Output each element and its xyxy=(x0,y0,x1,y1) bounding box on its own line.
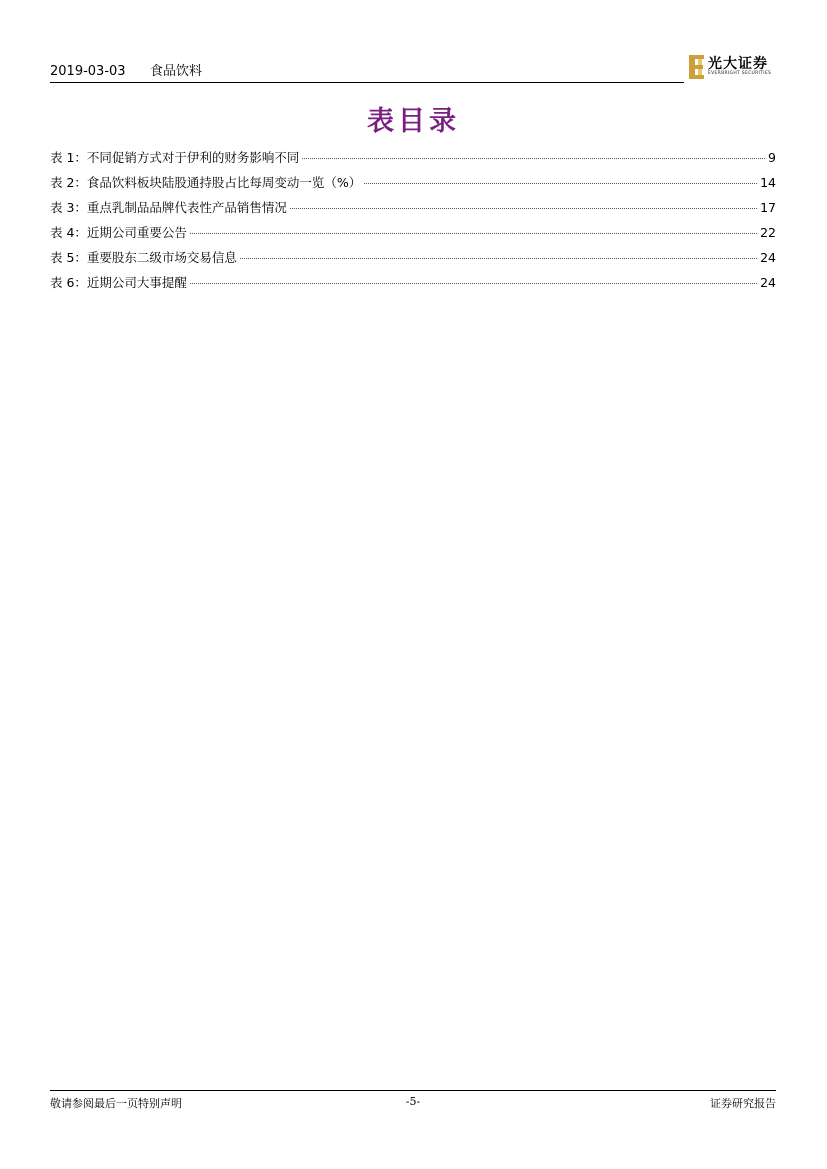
toc-entry-page: 9 xyxy=(768,150,776,165)
toc-entry-page: 14 xyxy=(760,175,776,190)
header-rule xyxy=(50,82,684,83)
footer-page-number: -5- xyxy=(405,1095,421,1108)
toc-entry[interactable] xyxy=(50,248,776,273)
page-header xyxy=(50,56,776,84)
toc-entry[interactable] xyxy=(50,173,776,198)
toc-entry-label: 表 3：重点乳制品品牌代表性产品销售情况 xyxy=(50,200,287,215)
logo-name-en: EVERBRIGHT SECURITIES xyxy=(708,71,772,76)
sector-name: 食品饮料 xyxy=(150,64,203,79)
toc-entry[interactable] xyxy=(50,273,776,298)
toc-entry-label: 表 1：不同促销方式对于伊利的财务影响不同 xyxy=(50,150,300,165)
toc-entry-page: 24 xyxy=(760,250,776,265)
toc-entry-page: 17 xyxy=(760,200,776,215)
toc-dot-leader xyxy=(240,258,757,259)
page-title: 表目录 xyxy=(367,106,460,137)
toc-entry-label: 表 4：近期公司重要公告 xyxy=(50,225,187,240)
toc-dot-leader xyxy=(302,158,765,159)
everbright-logo-icon xyxy=(688,54,706,80)
report-date: 2019-03-03 xyxy=(50,64,126,79)
logo-name-cn: 光大证券 xyxy=(708,56,768,72)
toc-dot-leader xyxy=(364,183,757,184)
toc-entry-label: 表 2：食品饮料板块陆股通持股占比每周变动一览（%） xyxy=(50,175,362,190)
toc-entry[interactable] xyxy=(50,223,776,248)
toc-entry[interactable] xyxy=(50,198,776,223)
toc-entry-label: 表 6：近期公司大事提醒 xyxy=(50,275,187,290)
footer-report-type: 证券研究报告 xyxy=(710,1097,776,1110)
toc-entry[interactable] xyxy=(50,148,776,173)
everbright-logo xyxy=(688,54,778,82)
toc-entry-page: 22 xyxy=(760,225,776,240)
toc-entry-label: 表 5：重要股东二级市场交易信息 xyxy=(50,250,237,265)
footer-disclaimer: 敬请参阅最后一页特别声明 xyxy=(50,1097,182,1110)
toc-dot-leader xyxy=(290,208,757,209)
footer-rule xyxy=(50,1090,776,1091)
table-of-tables xyxy=(50,148,776,298)
page-footer xyxy=(50,1090,776,1114)
toc-dot-leader xyxy=(190,233,757,234)
toc-entry-page: 24 xyxy=(760,275,776,290)
toc-dot-leader xyxy=(190,283,757,284)
